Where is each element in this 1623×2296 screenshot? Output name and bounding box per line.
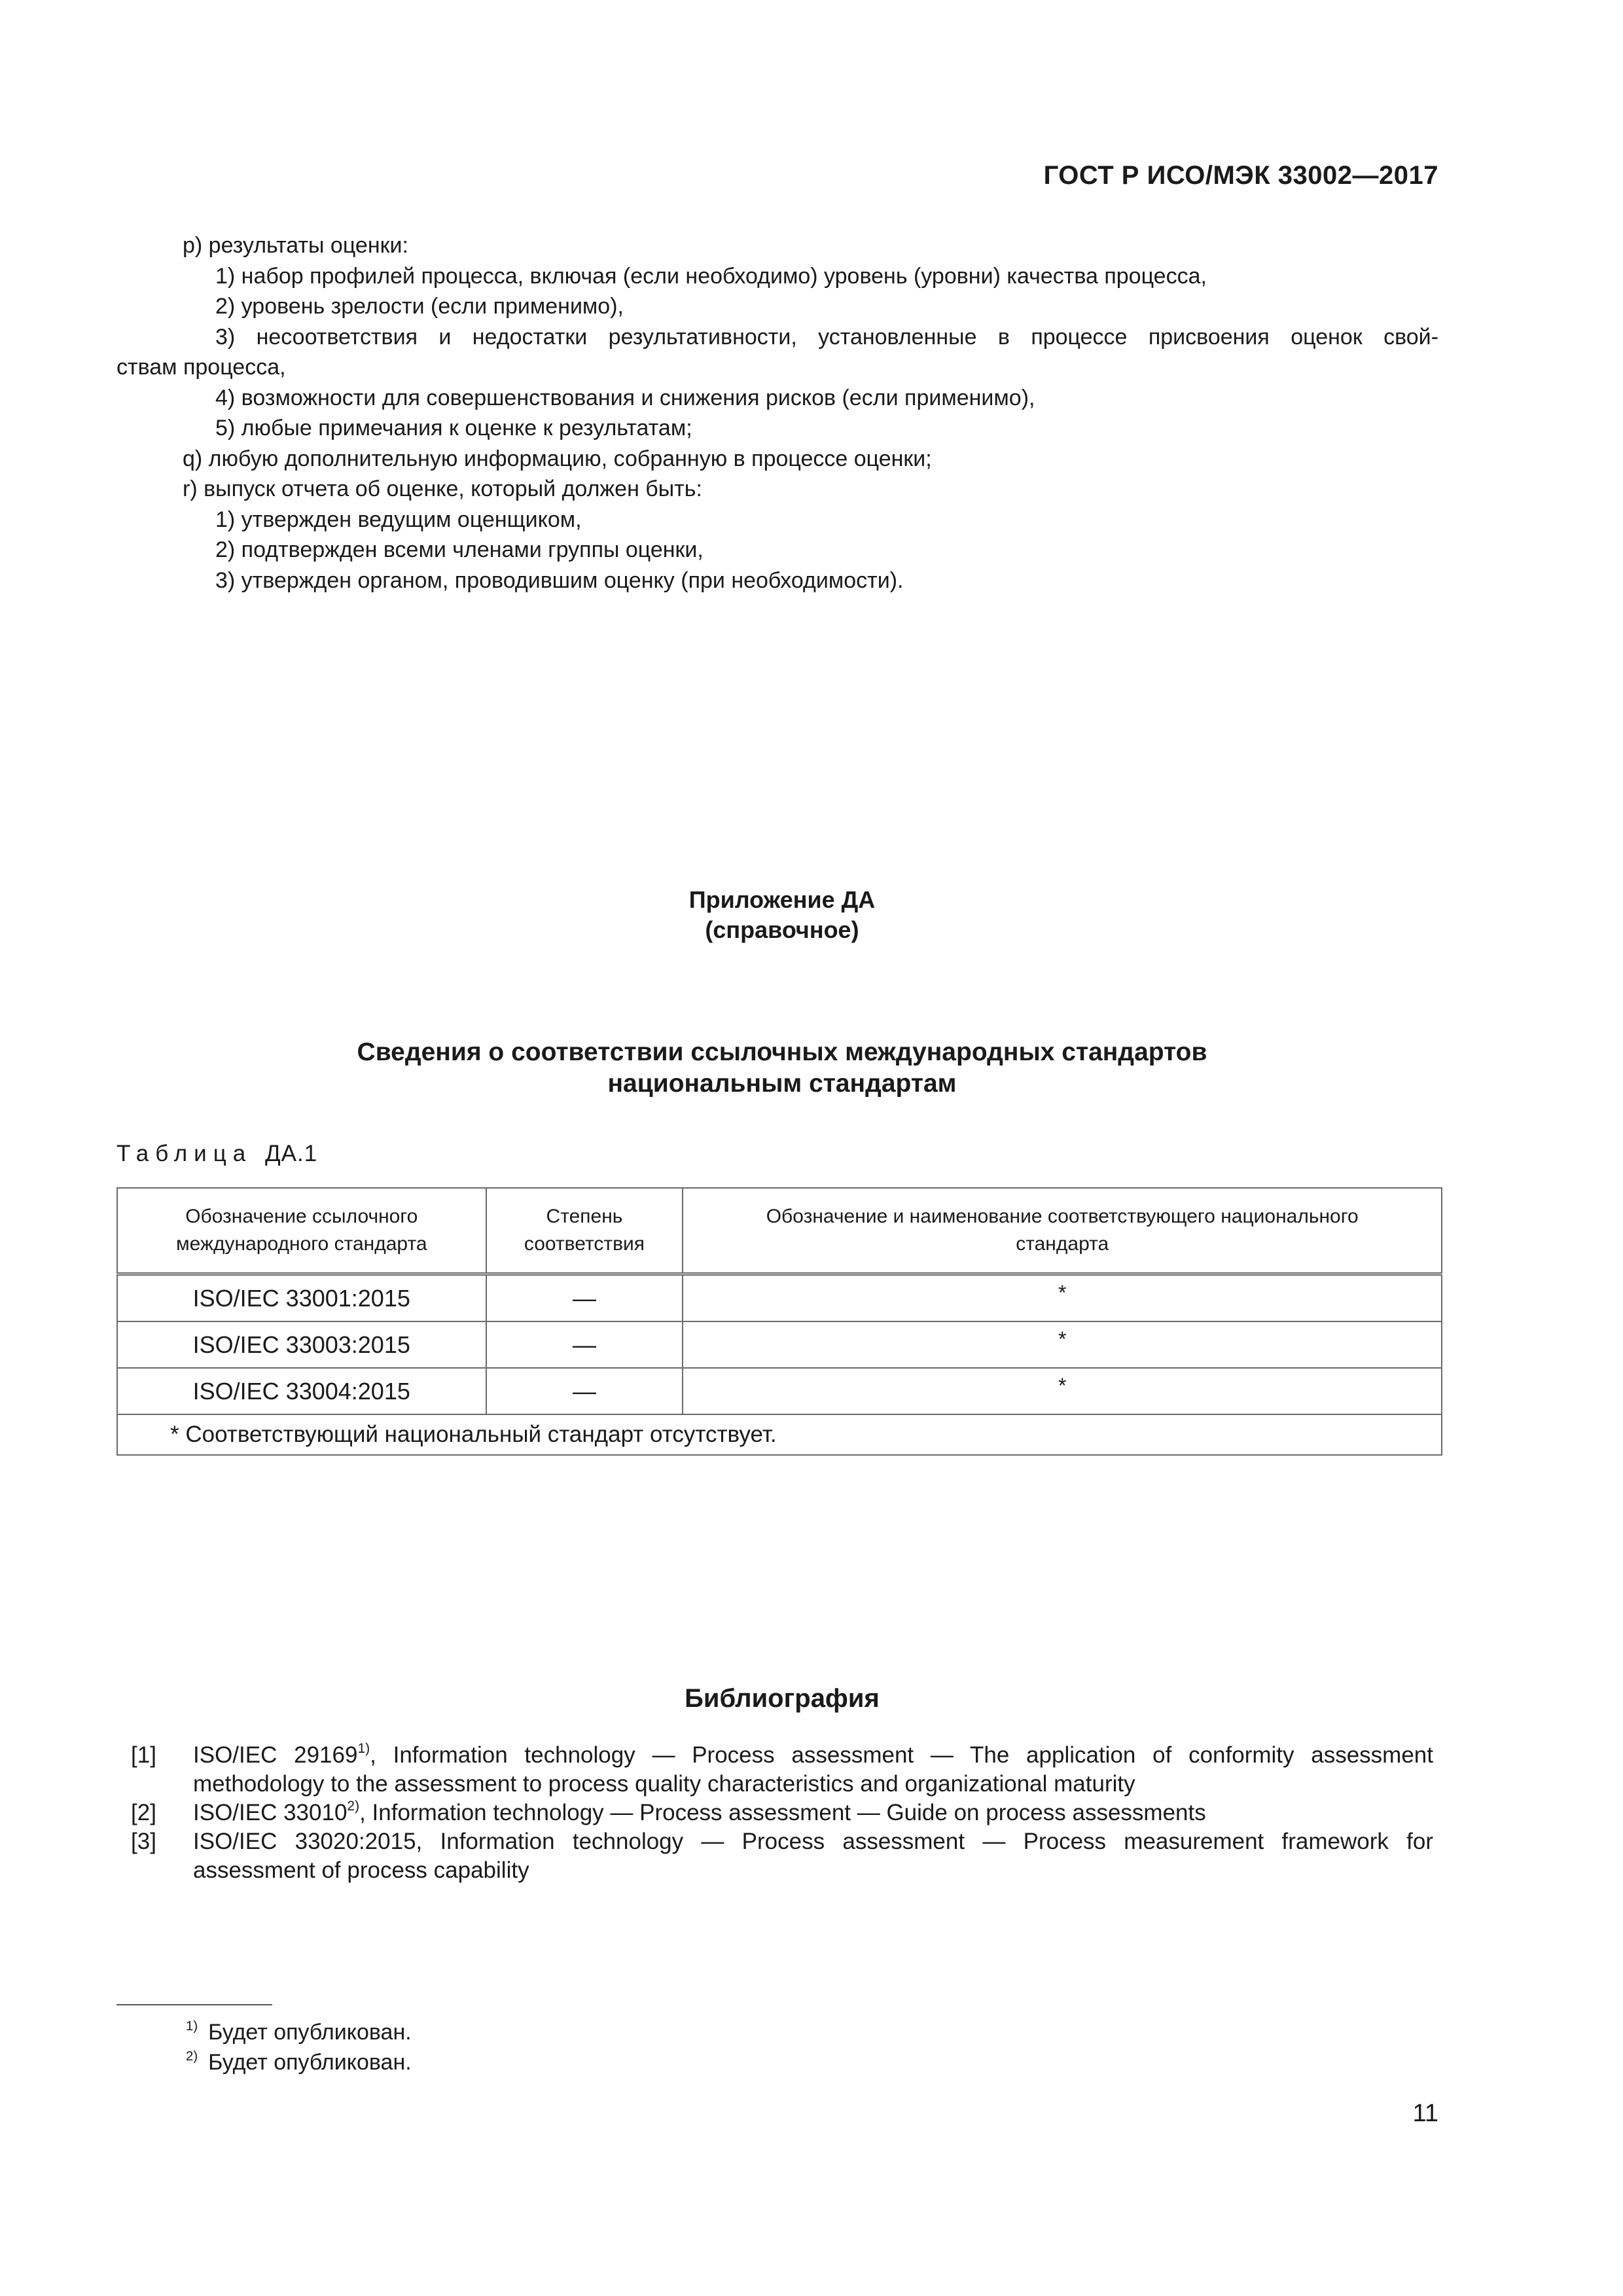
table-cell-national: * — [683, 1368, 1442, 1414]
bibliography-ref: ISO/IEC 33020:2015 — [193, 1829, 416, 1854]
bibliography-number: [3] — [131, 1829, 156, 1854]
page-number: 11 — [1412, 2100, 1438, 2127]
footnote-text: Будет опубликован. — [208, 2050, 412, 2075]
table-row — [117, 1368, 1442, 1414]
table-caption — [116, 1141, 317, 1167]
list-item-p: p) результаты оценки: — [183, 233, 408, 258]
bibliography-number: [2] — [131, 1800, 156, 1825]
table-cell-national: * — [683, 1321, 1442, 1368]
table-cell-degree: — — [486, 1274, 683, 1322]
annex-title — [0, 885, 1564, 945]
table-caption-number: ДА.1 — [264, 1141, 318, 1166]
footnotes — [186, 2017, 412, 2077]
requirements-list — [116, 230, 1438, 596]
bibliography-footnote-mark: 1) — [357, 1741, 370, 1757]
table-cell-standard: ISO/IEC 33004:2015 — [117, 1368, 486, 1414]
list-subitem: 3) утвержден органом, проводившим оценку (при необходимости). — [215, 567, 904, 593]
table-note-row — [117, 1414, 1442, 1455]
annex-subtitle: (справочное) — [705, 916, 859, 943]
bibliography-item — [131, 1799, 1433, 1827]
header-text: Обозначение и наименование соответствующего национального стандарта — [766, 1206, 1359, 1255]
header-text: Степень соответствия — [524, 1206, 645, 1255]
list-subitem: 2) подтвержден всеми членами группы оценки, — [215, 537, 704, 562]
bibliography-list — [131, 1741, 1433, 1885]
standards-table — [116, 1187, 1442, 1456]
bibliography-title: Библиография — [685, 1684, 880, 1713]
list-subitem: 1) утвержден ведущим оценщиком, — [215, 507, 582, 532]
footnote-text: Будет опубликован. — [208, 2020, 412, 2045]
bibliography-item — [131, 1827, 1433, 1885]
bibliography-ref: ISO/IEC 29169 — [193, 1742, 358, 1768]
footnote-separator — [116, 2004, 272, 2005]
footnote — [186, 2017, 412, 2047]
table-header-row — [117, 1188, 1442, 1274]
annex-heading-line: Сведения о соответствии ссылочных международных стандартов — [357, 1038, 1207, 1066]
table-row — [117, 1321, 1442, 1368]
table-header-cell — [683, 1188, 1442, 1274]
table-cell-degree: — — [486, 1368, 683, 1414]
list-item-q: q) любую дополнительную информацию, собранную в процессе оценки; — [183, 446, 932, 471]
table-cell-national: * — [683, 1274, 1442, 1322]
table-cell-standard: ISO/IEC 33001:2015 — [117, 1274, 486, 1322]
list-subitem: 4) возможности для совершенствования и снижения рисков (если применимо), — [215, 385, 1035, 410]
list-subitem: 5) любые примечания к оценке к результатам; — [215, 416, 692, 440]
list-subitem: 3) несоответствия и недостатки результативности, установленные в процессе присвоения оценок свой- — [215, 324, 1438, 350]
footnote-mark: 2) — [186, 2049, 198, 2064]
table-caption-word: Таблица — [116, 1141, 253, 1166]
annex-label: Приложение ДА — [688, 886, 876, 913]
bibliography-footnote-mark: 2) — [347, 1799, 360, 1814]
header-text: Обозначение ссылочного международного стандарта — [176, 1206, 427, 1255]
table-header-cell — [117, 1188, 486, 1274]
document-code: ГОСТ Р ИСО/МЭК 33002—2017 — [1043, 161, 1438, 190]
bibliography-item — [131, 1741, 1433, 1799]
list-item-r: r) выпуск отчета об оценке, который должен быть: — [183, 476, 702, 501]
table-cell-degree: — — [486, 1321, 683, 1368]
bibliography-text: , Information technology — Process assessment — Guide on process assessments — [359, 1800, 1206, 1825]
bibliography-number: [1] — [131, 1742, 156, 1768]
annex-heading-line: национальным стандартам — [607, 1069, 957, 1098]
list-subitem-continuation: ствам процесса, — [116, 355, 286, 380]
annex-heading — [0, 1037, 1564, 1100]
footnote — [186, 2047, 412, 2077]
table-row — [117, 1274, 1442, 1322]
bibliography-text: , Information technology — Process assessment — The application of conformity assessment methodology to the assessment to process quality characteristics and organizational maturity — [193, 1742, 1433, 1797]
list-subitem: 2) уровень зрелости (если применимо), — [215, 294, 624, 319]
footnote-mark: 1) — [186, 2018, 198, 2034]
bibliography-text: , Information technology — Process assessment — Process measurement framework for assessment of process capability — [193, 1829, 1433, 1883]
list-subitem: 1) набор профилей процесса, включая (если необходимо) уровень (уровни) качества процесса, — [215, 263, 1207, 289]
table-header-cell — [486, 1188, 683, 1274]
table-cell-standard: ISO/IEC 33003:2015 — [117, 1321, 486, 1368]
table-note: * Соответствующий национальный стандарт отсутствует. — [117, 1414, 1442, 1455]
bibliography-ref: ISO/IEC 33010 — [193, 1800, 348, 1825]
